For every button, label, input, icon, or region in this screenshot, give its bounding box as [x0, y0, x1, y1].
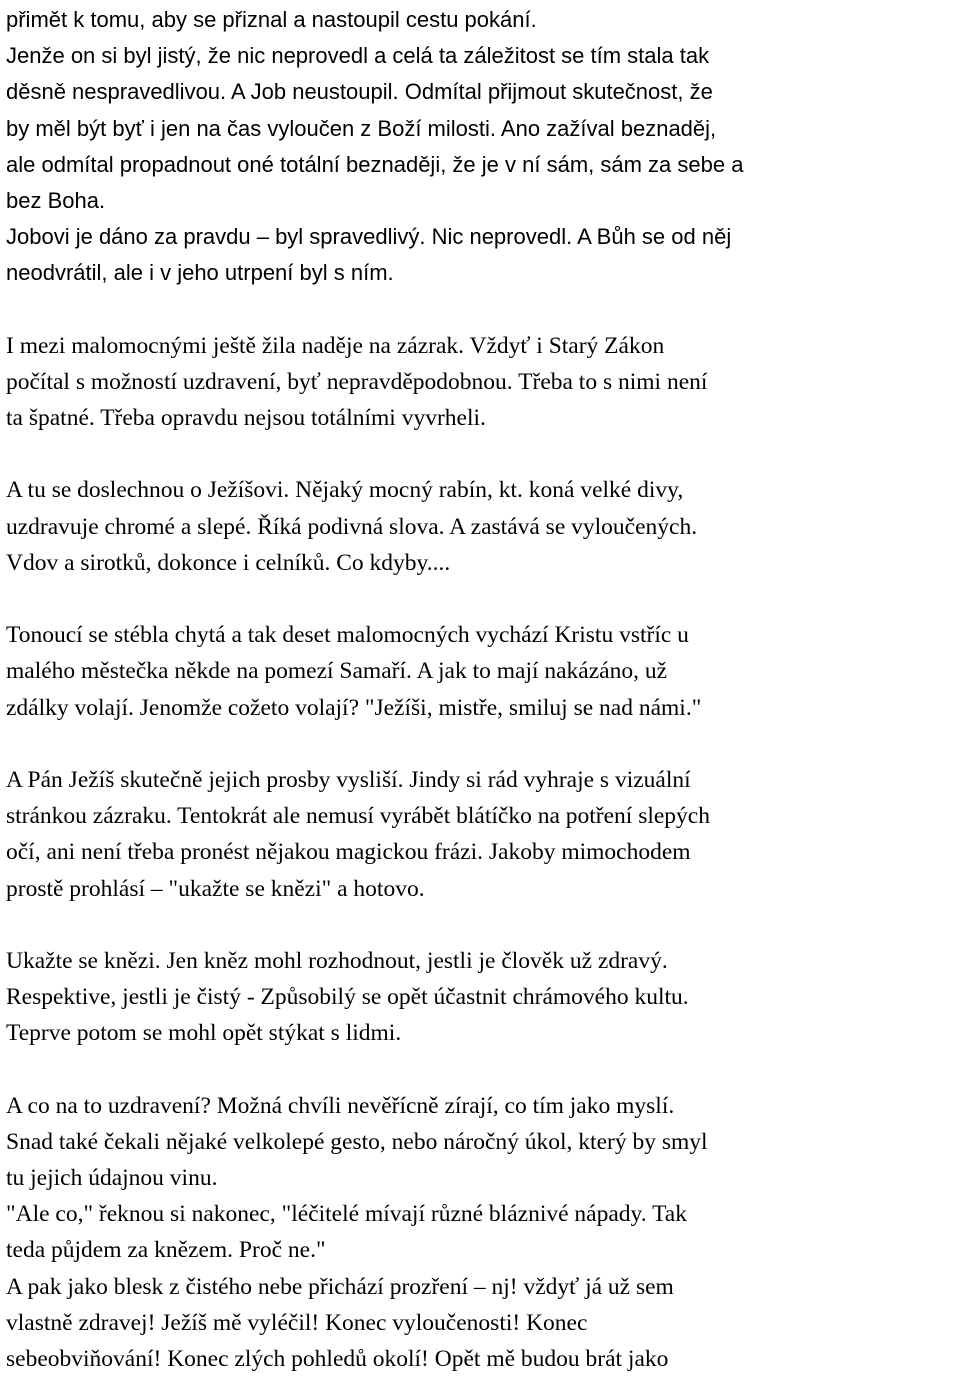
text-line: stránkou zázraku. Tentokrát ale nemusí vyrábět blátíčko na potření slepých — [6, 803, 710, 830]
text-line: Jenže on si byl jistý, že nic neprovedl a celá ta záležitost se tím stala tak — [6, 43, 710, 69]
text-line: A tu se doslechnou o Ježíšovi. Nějaký mocný rabín, kt. koná velké divy, — [6, 477, 684, 504]
paragraph-gap — [6, 292, 956, 328]
text-line: by měl být byť i jen na čas vyloučen z Boží milosti. Ano zažíval beznaděj, — [6, 115, 717, 141]
paragraph-priest — [6, 943, 956, 1052]
paragraph-gap — [6, 436, 956, 472]
text-line: Tonoucí se stébla chytá a tak deset malomocných vychází Kristu vstříc u — [6, 622, 689, 649]
text-line: A Pán Ježíš skutečně jejich prosby vysliší. Jindy si rád vyhraje s vizuální — [6, 766, 691, 793]
text-line: Respektive, jestli je čistý - Způsobilý se opět účastnit chrámového kultu. — [6, 984, 689, 1011]
text-line: uzdravuje chromé a slepé. Říká podivná slova. A zastává se vyloučených. — [6, 513, 698, 540]
text-line: Snad také čekali nějaké velkolepé gesto, nebo náročný úkol, který by smyl — [6, 1128, 708, 1155]
text-line: očí, ani není třeba pronést nějakou magickou frázi. Jakoby mimochodem — [6, 839, 691, 866]
paragraph-hope — [6, 328, 956, 437]
text-line: "Ale co," řeknou si nakonec, "léčitelé mívají různé bláznivé nápady. Tak — [6, 1201, 687, 1228]
paragraph-gap — [6, 581, 956, 617]
paragraph-healed — [6, 1088, 956, 1378]
text-line: bez Boha. — [6, 187, 106, 213]
text-line: Vdov a sirotků, dokonce i celníků. Co kdyby.... — [6, 549, 451, 576]
paragraph-job — [6, 2, 956, 292]
text-line: A pak jako blesk z čistého nebe přichází prozření – nj! vždyť já už sem — [6, 1273, 674, 1300]
paragraph-gap — [6, 1051, 956, 1087]
paragraph-rabbi — [6, 472, 956, 581]
text-line: počítal s možností uzdravení, byť nepravděpodobnou. Třeba to s nimi není — [6, 368, 708, 395]
text-line: Jobovi je dáno za pravdu – byl spravedlivý. Nic neprovedl. A Bůh se od něj — [6, 224, 732, 250]
document-page — [6, 2, 956, 1377]
text-line: ta špatné. Třeba opravdu nejsou totálními vyvrheli. — [6, 405, 486, 432]
text-line: I mezi malomocnými ještě žila naděje na zázrak. Vždyť i Starý Zákon — [6, 332, 665, 359]
paragraph-answer — [6, 762, 956, 907]
text-line: děsně nespravedlivou. A Job neustoupil. Odmítal přijmout skutečnost, že — [6, 79, 713, 105]
text-line: malého městečka někde na pomezí Samaří. A jak to mají nakázáno, už — [6, 658, 668, 685]
text-line: prostě prohlásí – "ukažte se knězi" a hotovo. — [6, 875, 425, 902]
text-line: A co na to uzdravení? Možná chvíli nevěřícně zírají, co tím jako myslí. — [6, 1092, 675, 1119]
paragraph-ten-lepers — [6, 617, 956, 726]
paragraph-gap — [6, 726, 956, 762]
text-line: teda půjdem za knězem. Proč ne." — [6, 1237, 326, 1264]
text-line: tu jejich údajnou vinu. — [6, 1165, 218, 1191]
text-line: sebeobviňování! Konec zlých pohledů okolí! Opět mě budou brát jako — [6, 1345, 669, 1372]
text-line: přimět k tomu, aby se přiznal a nastoupil cestu pokání. — [6, 7, 537, 32]
text-line: ale odmítal propadnout oné totální beznaději, že je v ní sám, sám za sebe a — [6, 151, 744, 177]
text-line: Ukažte se knězi. Jen kněz mohl rozhodnout, jestli je člověk už zdravý. — [6, 947, 668, 974]
paragraph-gap — [6, 907, 956, 943]
text-line: vlastně zdravej! Ježíš mě vyléčil! Konec vyloučenosti! Konec — [6, 1309, 588, 1336]
text-line: zdálky volají. Jenomže cožeto volají? "Ježíši, mistře, smiluj se nad námi." — [6, 694, 702, 721]
text-line: Teprve potom se mohl opět stýkat s lidmi. — [6, 1020, 402, 1047]
text-line: neodvrátil, ale i v jeho utrpení byl s ním. — [6, 260, 394, 286]
